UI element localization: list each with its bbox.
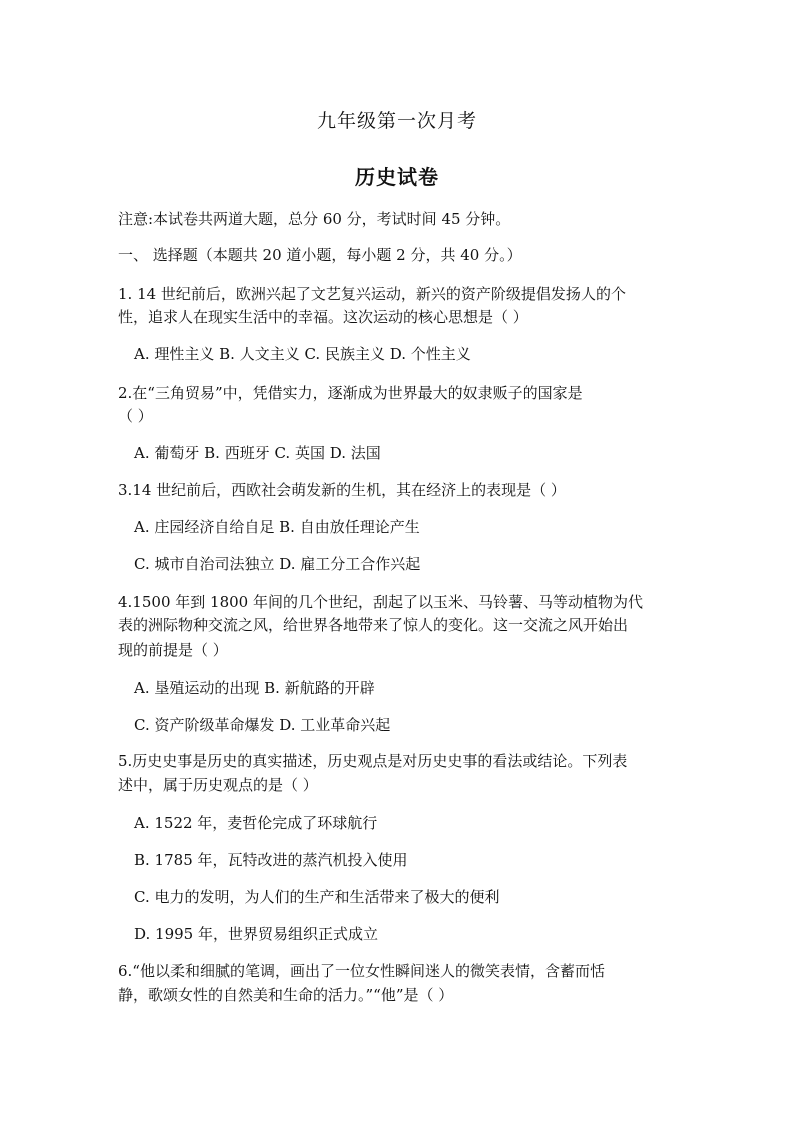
exam-notice: 注意:本试卷共两道大题，总分 60 分，考试时间 45 分钟。 xyxy=(118,210,511,228)
exam-title: 九年级第一次月考 xyxy=(316,110,477,132)
question-6-line-2: 静，歌颂女性的自然美和生命的活力。”“他”是（ ） xyxy=(118,986,454,1004)
question-3-options-cd: C. 城市自治司法独立 D. 雇工分工合作兴起 xyxy=(134,555,421,573)
question-5-option-d: D. 1995 年，世界贸易组织正式成立 xyxy=(134,925,378,943)
question-5-option-a: A. 1522 年，麦哲伦完成了环球航行 xyxy=(134,814,378,832)
question-5-line-2: 述中，属于历史观点的是（ ） xyxy=(118,776,318,794)
section-heading: 一、 选择题（本题共 20 道小题，每小题 2 分，共 40 分。） xyxy=(118,246,522,264)
question-1-line-1: 1. 14 世纪前后，欧洲兴起了文艺复兴运动，新兴的资产阶级提倡发扬人的个 xyxy=(118,285,626,303)
exam-subtitle: 历史试卷 xyxy=(355,165,439,189)
question-4-line-1: 4.1500 年到 1800 年间的几个世纪，刮起了以玉米、马铃薯、马等动植物为代 xyxy=(118,593,643,611)
question-1-options: A. 理性主义 B. 人文主义 C. 民族主义 D. 个性主义 xyxy=(134,345,471,363)
question-5-line-1: 5.历史史事是历史的真实描述，历史观点是对历史史事的看法或结论。下列表 xyxy=(118,752,628,770)
question-2-line-2: （ ） xyxy=(118,407,153,425)
question-1-line-2: 性，追求人在现实生活中的幸福。这次运动的核心思想是（ ） xyxy=(118,308,528,326)
question-4-line-3: 现的前提是（ ） xyxy=(118,641,228,659)
question-2-options: A. 葡萄牙 B. 西班牙 C. 英国 D. 法国 xyxy=(134,444,381,462)
question-4-options-cd: C. 资产阶级革命爆发 D. 工业革命兴起 xyxy=(134,716,391,734)
question-6-line-1: 6.“他以柔和细腻的笔调，画出了一位女性瞬间迷人的微笑表情，含蓄而恬 xyxy=(118,962,605,980)
question-4-options-ab: A. 垦殖运动的出现 B. 新航路的开辟 xyxy=(134,679,375,697)
question-5-option-b: B. 1785 年，瓦特改进的蒸汽机投入使用 xyxy=(134,851,408,869)
question-4-line-2: 表的洲际物种交流之风，给世界各地带来了惊人的变化。这一交流之风开始出 xyxy=(118,616,629,634)
question-3-line-1: 3.14 世纪前后，西欧社会萌发新的生机，其在经济上的表现是（ ） xyxy=(118,481,566,499)
question-5-option-c: C. 电力的发明，为人们的生产和生活带来了极大的便利 xyxy=(134,888,500,906)
question-2-line-1: 2.在“三角贸易”中，凭借实力，逐渐成为世界最大的奴隶贩子的国家是 xyxy=(118,384,583,402)
question-3-options-ab: A. 庄园经济自给自足 B. 自由放任理论产生 xyxy=(134,518,420,536)
